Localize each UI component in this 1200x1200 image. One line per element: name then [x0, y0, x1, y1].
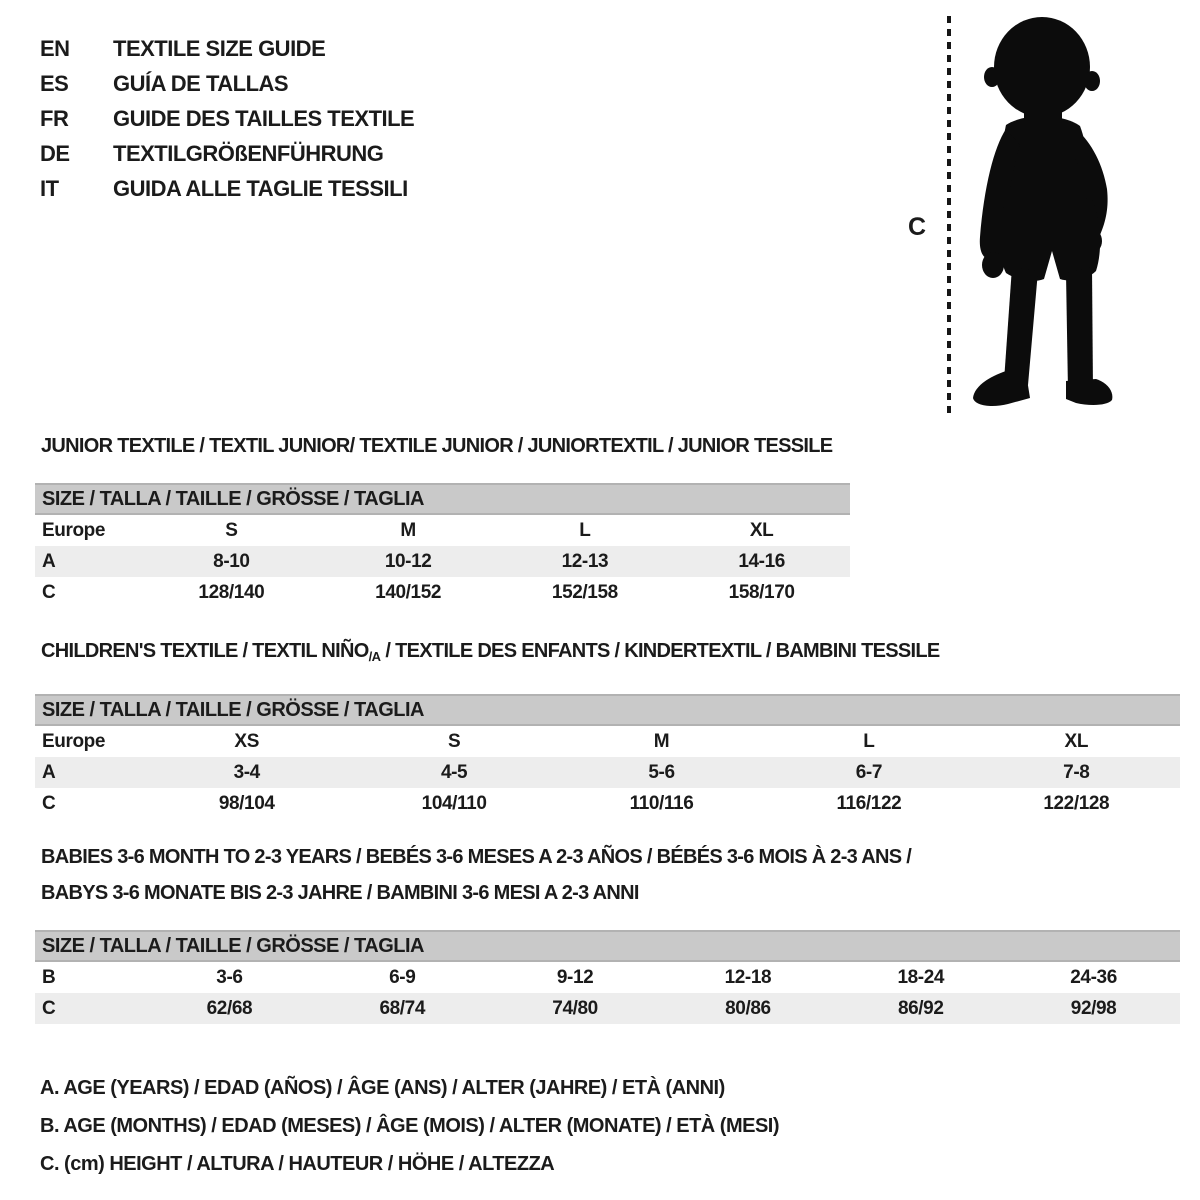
column-header-cell: M [400, 519, 416, 541]
section-childrens-textile [35, 640, 1180, 819]
column-header-label: Europe [42, 519, 106, 541]
legend-line: B. AGE (MONTHS) / EDAD (MESES) / ÂGE (MOIS) / ALTER (MONATE) / ETÀ (MESI) [40, 1115, 780, 1137]
column-header-cell: XL [1064, 730, 1089, 752]
language-title: GUIDA ALLE TAGLIE TESSILI [113, 175, 408, 201]
legend-line: C. (cm) HEIGHT / ALTURA / HAUTEUR / HÖHE / ALTEZZA [40, 1153, 555, 1175]
size-cell: 24-36 [1070, 966, 1117, 988]
row-label: C [42, 792, 56, 814]
size-cell: 14-16 [738, 550, 785, 572]
language-title: GUIDE DES TAILLES TEXTILE [113, 105, 415, 131]
section-title-line [35, 640, 1180, 668]
row-label: C [42, 581, 56, 603]
size-cell: 104/110 [421, 792, 487, 814]
section-title-line [35, 882, 1180, 904]
size-cell: 158/170 [728, 581, 795, 603]
size-table-row [35, 546, 850, 577]
language-row [40, 31, 414, 66]
language-code: ES [40, 70, 69, 96]
row-label: B [42, 966, 56, 988]
size-header-bar: SIZE / TALLA / TAILLE / GRÖSSE / TAGLIA [35, 483, 850, 515]
size-cell: 8-10 [213, 550, 250, 572]
section-title-text: BABYS 3-6 MONATE BIS 2-3 JAHRE / BAMBINI 3-6 MESI A 2-3 ANNI [41, 882, 639, 904]
size-table-row [35, 993, 1180, 1024]
language-title: TEXTILGRÖßENFÜHRUNG [113, 140, 384, 166]
language-row [40, 171, 414, 206]
size-cell: 140/152 [375, 581, 442, 603]
column-header-cell: M [653, 730, 670, 752]
size-cell: 12-18 [724, 966, 772, 988]
size-cell: 128/140 [198, 581, 265, 603]
size-cell: 6-7 [855, 761, 883, 783]
section-junior-textile [35, 435, 850, 608]
size-table-row [35, 962, 1180, 993]
size-cell: 7-8 [1063, 761, 1090, 783]
size-header-bar: SIZE / TALLA / TAILLE / GRÖSSE / TAGLIA [35, 694, 1180, 726]
section-title-text: /A [368, 649, 381, 664]
legend [40, 1069, 779, 1183]
size-cell: 74/80 [552, 997, 598, 1019]
language-title-list [40, 31, 414, 206]
size-cell: 152/158 [551, 581, 618, 603]
height-measure-label: C [908, 213, 927, 241]
section-title-text: JUNIOR TEXTILE / TEXTIL JUNIOR/ TEXTILE JUNIOR / JUNIORTEXTIL / JUNIOR TESSILE [41, 435, 833, 457]
size-cell: 5-6 [648, 761, 675, 783]
section-title [35, 640, 1180, 668]
language-code: EN [40, 35, 70, 61]
size-table-row [35, 788, 1180, 819]
row-label: A [42, 761, 56, 783]
size-header-bar: SIZE / TALLA / TAILLE / GRÖSSE / TAGLIA [35, 930, 1180, 962]
size-cell: 4-5 [440, 761, 468, 783]
column-header-cell: XL [749, 519, 774, 541]
size-cell: 3-6 [216, 966, 243, 988]
column-header-cell: S [447, 730, 461, 752]
size-cell: 110/116 [629, 792, 694, 814]
size-cell: 9-12 [556, 966, 594, 988]
size-cell: 12-13 [561, 550, 609, 572]
size-table-row [35, 577, 850, 608]
column-header-row [35, 726, 1180, 757]
section-title-text: BABIES 3-6 MONTH TO 2-3 YEARS / BEBÉS 3-6 MESES A 2-3 AÑOS / BÉBÉS 3-6 MOIS À 2-3 ANS / [41, 846, 912, 868]
size-cell: 116/122 [836, 792, 902, 814]
row-label: C [42, 997, 56, 1019]
size-cell: 3-4 [233, 761, 260, 783]
size-cell: 122/128 [1043, 792, 1110, 814]
section-title-line [35, 846, 1180, 868]
language-code: DE [40, 140, 70, 166]
section-title [35, 435, 850, 457]
section-babies-textile [35, 846, 1180, 1024]
size-table-row [35, 757, 1180, 788]
size-cell: 92/98 [1070, 997, 1117, 1019]
language-row [40, 136, 414, 171]
section-title-line [35, 435, 850, 457]
column-header-row [35, 515, 850, 546]
size-cell: 68/74 [379, 997, 426, 1019]
height-measure-dashed-line [947, 16, 951, 415]
size-cell: 98/104 [218, 792, 275, 814]
column-header-label: Europe [42, 730, 106, 752]
column-header-cell: L [863, 730, 875, 752]
size-cell: 18-24 [897, 966, 945, 988]
language-title: TEXTILE SIZE GUIDE [113, 35, 326, 61]
row-label: A [42, 550, 56, 572]
legend-line: A. AGE (YEARS) / EDAD (AÑOS) / ÂGE (ANS) / ALTER (JAHRE) / ETÀ (ANNI) [40, 1077, 725, 1099]
language-row [40, 66, 414, 101]
column-header-cell: S [225, 519, 238, 541]
section-title-text: CHILDREN'S TEXTILE / TEXTIL NIÑO [41, 640, 369, 662]
language-code: FR [40, 105, 69, 131]
section-title [35, 846, 1180, 904]
language-title: GUÍA DE TALLAS [113, 70, 289, 96]
language-row [40, 101, 414, 136]
toddler-silhouette [966, 13, 1140, 415]
size-cell: 80/86 [725, 997, 771, 1019]
size-cell: 10-12 [384, 550, 432, 572]
column-header-cell: XS [234, 730, 259, 752]
size-cell: 6-9 [389, 966, 416, 988]
column-header-cell: L [579, 519, 591, 541]
language-code: IT [40, 175, 59, 201]
size-cell: 62/68 [206, 997, 253, 1019]
size-cell: 86/92 [897, 997, 944, 1019]
section-title-text: / TEXTILE DES ENFANTS / KINDERTEXTIL / BAMBINI TESSILE [380, 640, 940, 662]
